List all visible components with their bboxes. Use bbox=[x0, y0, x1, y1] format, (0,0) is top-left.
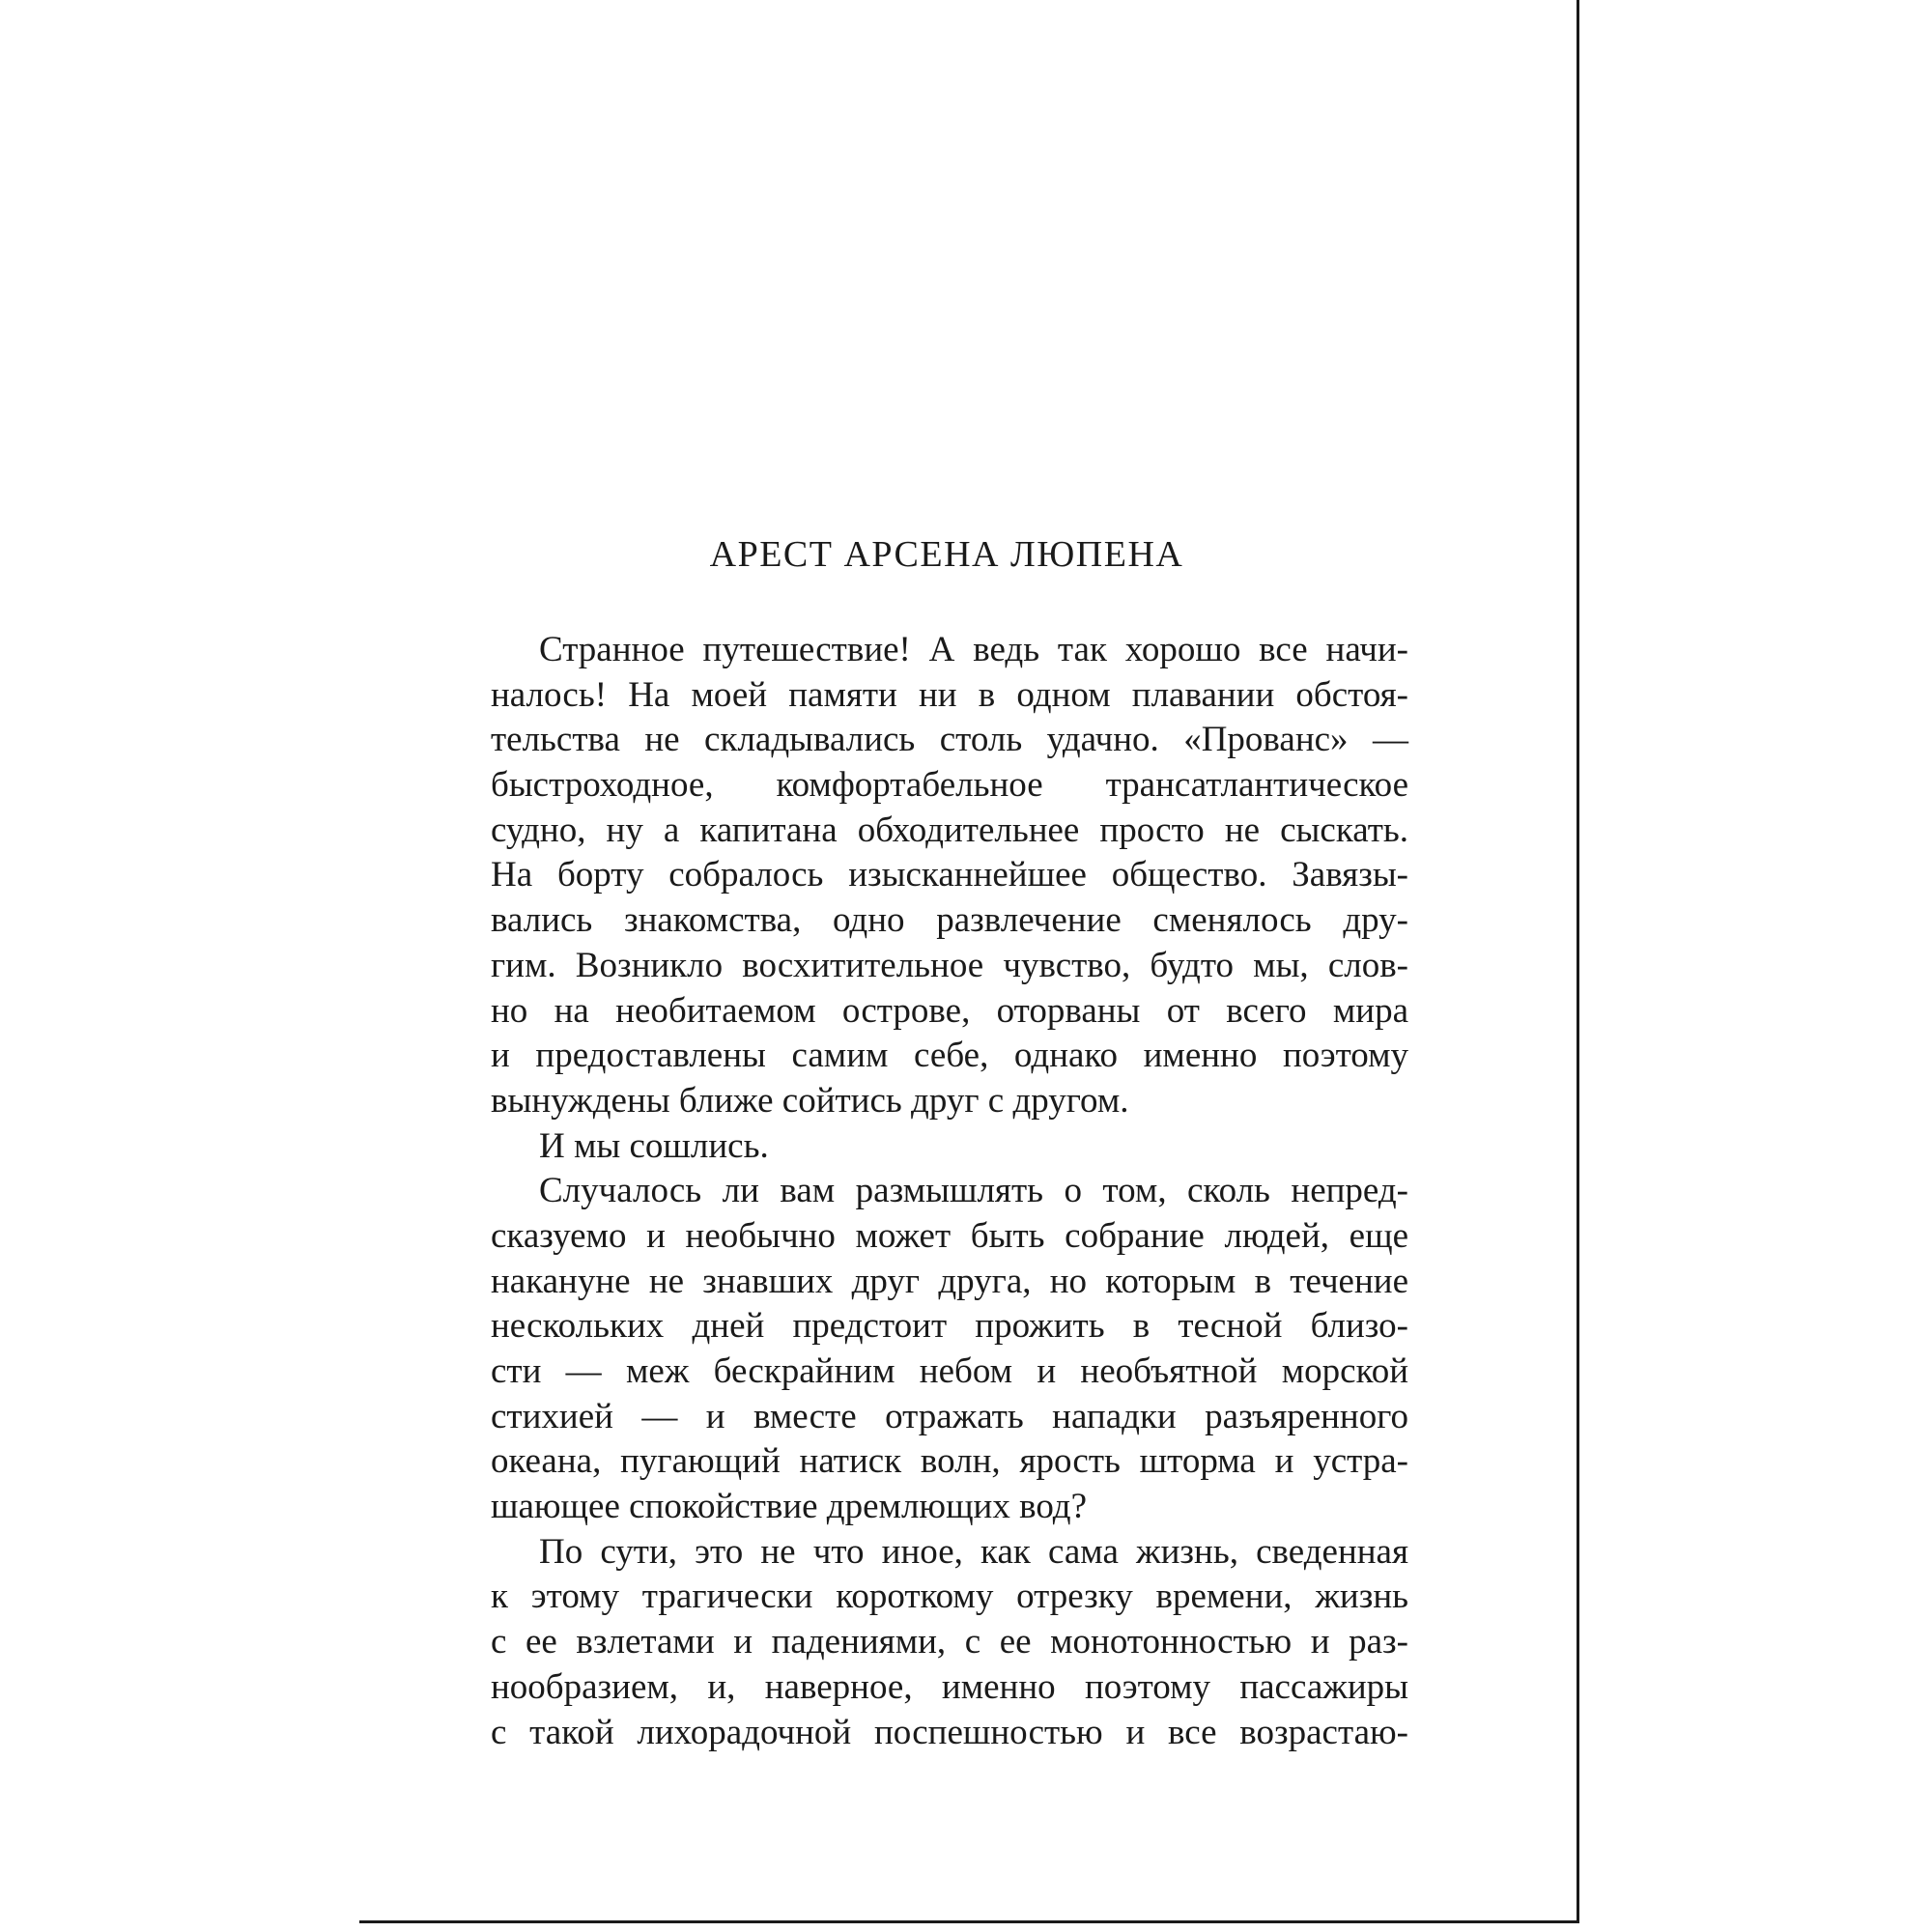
text-line: сказуемо и необычно может быть собрание людей, еще bbox=[491, 1215, 1408, 1256]
text-line: налось! На моей памяти ни в одном плавании обстоя- bbox=[491, 674, 1408, 715]
text-line: и предоставлены самим себе, однако именно поэтому bbox=[491, 1036, 1408, 1076]
body-text bbox=[491, 628, 1408, 1755]
text-line: нообразием, и, наверное, именно поэтому пассажиры bbox=[491, 1666, 1408, 1707]
text-line: быстроходное, комфортабельное трансатлантическое bbox=[491, 765, 1408, 806]
text-line: тельства не складывались столь удачно. «Прованс» — bbox=[491, 720, 1408, 760]
paragraph bbox=[491, 1124, 1408, 1170]
text-line: На борту собралось изысканнейшее общество. Завязы- bbox=[491, 855, 1408, 895]
text-line: нескольких дней предстоит прожить в тесной близо- bbox=[491, 1306, 1408, 1347]
text-line: накануне не знавших друг друга, но которым в течение bbox=[491, 1261, 1408, 1301]
chapter-title: АРЕСТ АРСЕНА ЛЮПЕНА bbox=[709, 534, 1184, 575]
text-line: океана, пугающий натиск волн, ярость шторма и устра- bbox=[491, 1441, 1408, 1482]
paragraph bbox=[491, 628, 1408, 1124]
text-line: Странное путешествие! А ведь так хорошо все начи- bbox=[539, 630, 1408, 669]
text-line: к этому трагически короткому отрезку времени, жизнь bbox=[491, 1577, 1408, 1617]
text-line: шающее спокойствие дремлющих вод? bbox=[491, 1487, 1088, 1527]
text-line: По сути, это не что иное, как сама жизнь, сведенная bbox=[539, 1531, 1408, 1572]
paragraph bbox=[491, 1169, 1408, 1530]
text-line: сти — меж бескрайним небом и необъятной морской bbox=[491, 1351, 1408, 1391]
text-line: судно, ну а капитана обходительнее просто не сыскать. bbox=[491, 810, 1408, 850]
page-edge-bottom bbox=[359, 1920, 1579, 1923]
text-line: но на необитаемом острове, оторваны от всего мира bbox=[491, 990, 1408, 1031]
page-edge-right bbox=[1577, 0, 1579, 1922]
text-line: И мы сошлись. bbox=[539, 1125, 769, 1166]
text-line: с такой лихорадочной поспешностью и все возрастаю- bbox=[491, 1712, 1408, 1752]
text-line: с ее взлетами и падениями, с ее монотонностью и раз- bbox=[491, 1622, 1408, 1662]
text-line: Случалось ли вам размышлять о том, сколь непред- bbox=[539, 1171, 1408, 1211]
text-line: вынуждены ближе сойтись друг с другом. bbox=[491, 1080, 1129, 1121]
paragraph bbox=[491, 1530, 1408, 1755]
text-line: гим. Возникло восхитительное чувство, будто мы, слов- bbox=[491, 945, 1408, 985]
text-line: вались знакомства, одно развлечение сменялось дру- bbox=[491, 900, 1408, 941]
text-line: стихией — и вместе отражать нападки разъяренного bbox=[491, 1396, 1408, 1436]
